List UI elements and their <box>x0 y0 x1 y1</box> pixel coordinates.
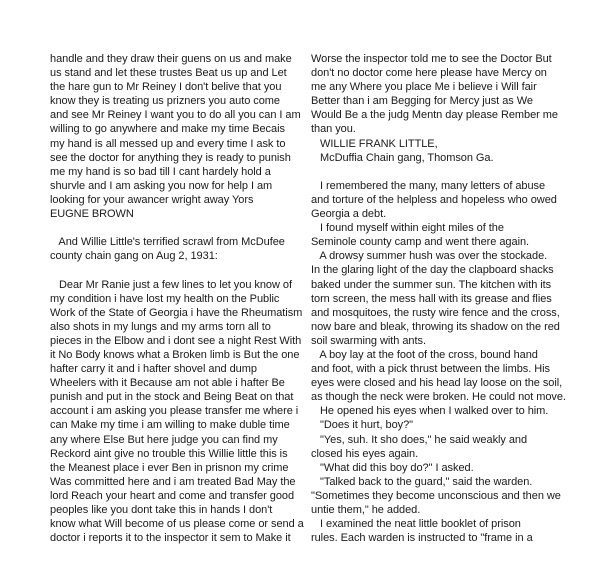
left-column-line: Dear Mr Ranie just a few lines to let you know of <box>50 278 292 291</box>
right-column-line: and foot, with a pick thrust between the limbs. His <box>311 363 550 376</box>
left-column <box>50 52 312 545</box>
left-column-line: my condition i have lost my health on the Public <box>50 292 280 305</box>
left-column-line: the Meanest place i ever Ben in prisnon my crime <box>50 461 289 474</box>
left-column-line: my hand is all messed up and every time I ask to <box>50 137 286 150</box>
left-column-line: punish and put in the stock and Being Beat on that <box>50 391 294 404</box>
left-column-line: doctor i reports it to the inspector it sem to Make it <box>50 532 291 545</box>
right-column-line: untie them," he added. <box>311 504 421 516</box>
left-column-line: Wheelers with it Because am not able i hafter Be <box>50 377 285 390</box>
left-column-line: Work of the State of Georgia i have the Rheumatism <box>50 306 303 319</box>
right-column-line: now bare and bleak, throwing its shadow on the red <box>311 320 560 333</box>
right-column-line: baked under the summer sun. The kitchen with its <box>311 278 552 291</box>
right-column-line: In the glaring light of the day the clapboard shacks <box>311 264 554 277</box>
right-column-line: "Does it hurt, boy?" <box>311 419 414 432</box>
left-column-line: looking for your awancer wright away Yors <box>50 193 254 206</box>
left-column-line: handle and they draw their guens on us and make <box>50 53 292 65</box>
right-column-line: "Yes, suh. It sho does," he said weakly and <box>311 433 528 446</box>
left-column-line: county chain gang on Aug 2, 1931: <box>50 250 218 263</box>
left-column-line: also shots in my lungs and my arms torn all to <box>50 320 271 333</box>
right-column-line: Would Be a the judg Mentn day please Rember me <box>311 109 558 122</box>
left-column-line: me my hand is so bad till I cant hardely hold a <box>50 165 271 178</box>
right-column-line <box>311 165 573 179</box>
right-column-line: don't no doctor come here please have Mercy on <box>311 67 547 80</box>
left-column-line: EUGNE BROWN <box>50 208 134 221</box>
left-column-line: the hare gun to Mr Reiney I don't belive that you <box>50 81 282 94</box>
left-column-line <box>50 263 312 277</box>
left-column-line: hafter carry it and i hafter shovel and dump <box>50 363 257 376</box>
left-column-line: lord Reach your heart and come and transfer good <box>50 489 295 502</box>
left-column-line <box>50 221 312 235</box>
right-column-line: Georgia a debt. <box>311 208 387 221</box>
right-column-line: WILLIE FRANK LITTLE, <box>311 137 438 150</box>
right-column-line: soil swarming with ants. <box>311 334 426 347</box>
left-column-line: us stand and let these trustes Beat us up and Let <box>50 67 287 80</box>
right-column-line: as though the neck were broken. He could not move. <box>311 391 566 404</box>
left-column-line: Reckord aint give no trouble this Willie little this is <box>50 447 288 460</box>
left-column-line: pieces in the Elbow and i dont see a night Rest With <box>50 334 302 347</box>
right-column-line: "What did this boy do?" I asked. <box>311 461 474 474</box>
right-column-line: McDuffia Chain gang, Thomson Ga. <box>311 151 494 164</box>
left-column-line: can Make my time i am willing to make duble time <box>50 419 290 432</box>
right-column-line: A boy lay at the foot of the cross, bound hand <box>311 348 538 361</box>
left-column-line: And Willie Little's terrified scrawl from McDufee <box>50 236 285 249</box>
left-column-line: it No Body knows what a Broken limb is But the one <box>50 348 300 361</box>
right-column <box>311 52 573 545</box>
left-column-line: and see Mr Reiney I want you to do all you can I am <box>50 109 301 122</box>
right-column-line: and mosquitoes, the rusty wire fence and the cross, <box>311 306 560 319</box>
right-column-line: A drowsy summer hush was over the stockade. <box>311 250 548 263</box>
right-column-line: and torture of the helpless and hopeless who owed <box>311 193 557 206</box>
left-column-line: see the doctor for anything they is ready to punish <box>50 151 291 164</box>
left-column-line: peoples like you dont take this in hands I don't <box>50 504 273 516</box>
right-column-line: Better than i am Begging for Mercy just as We <box>311 95 533 108</box>
left-column-line: account i am asking you please transfer me where i <box>50 405 299 418</box>
left-column-line: Was committed here and i am treated Bad May the <box>50 475 296 488</box>
right-column-line: I found myself within eight miles of the <box>311 222 504 235</box>
right-column-line: eyes were closed and his head lay loose on the soil, <box>311 377 563 390</box>
right-column-line: torn screen, the mess hall with its grease and flies <box>311 292 552 305</box>
right-column-line: Seminole county camp and went there again. <box>311 236 530 249</box>
right-column-line: I remembered the many, many letters of abuse <box>311 179 546 192</box>
right-column-line: rules. Each warden is instructed to "frame in a <box>311 532 533 545</box>
right-column-line: "Talked back to the guard," said the warden. <box>311 475 533 488</box>
left-column-line: willing to go anywhere and make my time Becais <box>50 123 285 136</box>
right-column-line: He opened his eyes when I walked over to him. <box>311 405 549 418</box>
left-column-line: shurvle and I am asking you now for help I am <box>50 179 273 192</box>
left-column-line: know they is treating us prizners you auto come <box>50 95 280 108</box>
right-column-line: "Sometimes they become unconscious and then we <box>311 489 561 502</box>
left-column-line: know what Will become of us please come or send a <box>50 518 304 531</box>
right-column-line: closed his eyes again. <box>311 447 419 460</box>
left-column-line: any where Else But here judge you can find my <box>50 433 278 446</box>
right-column-line: I examined the neat little booklet of prison <box>311 518 521 531</box>
right-column-line: me any Where you place Me i believe i Will fair <box>311 81 537 94</box>
right-column-line: Worse the inspector told me to see the Doctor But <box>311 53 552 65</box>
right-column-line: than you. <box>311 123 356 136</box>
